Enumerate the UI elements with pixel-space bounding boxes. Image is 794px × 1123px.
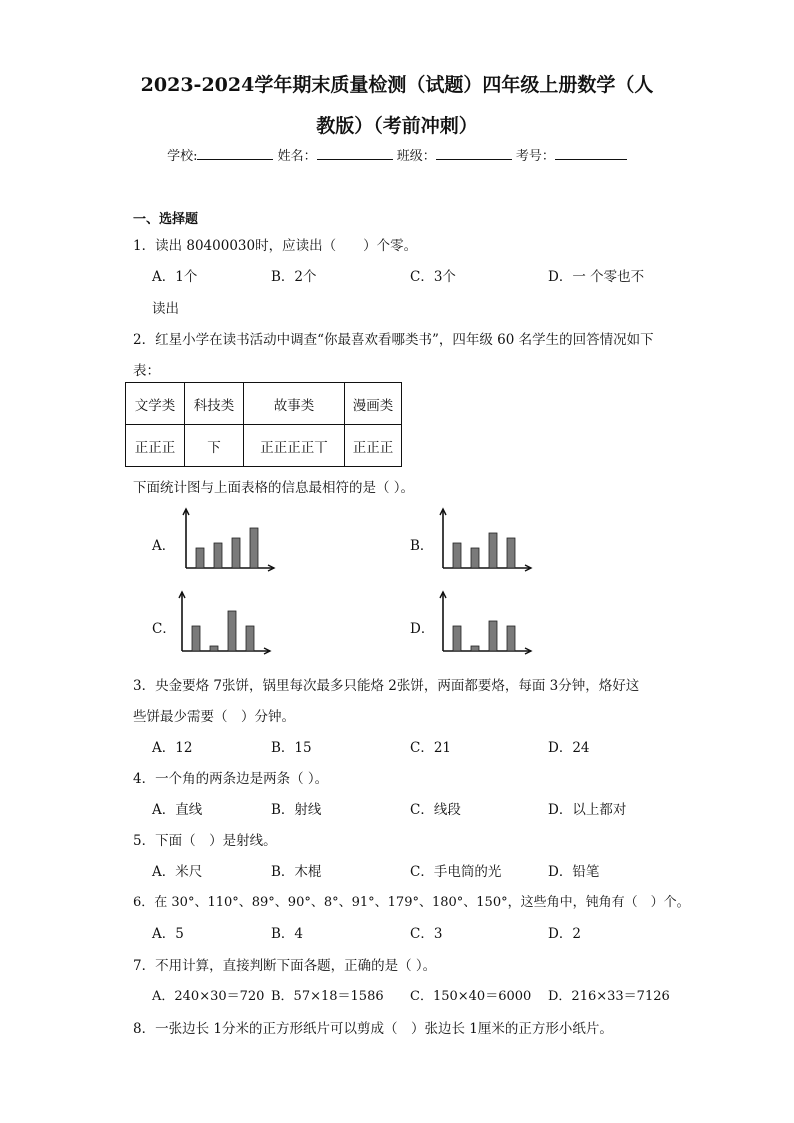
question-7-option-b[interactable]: B．57×18＝1586 (271, 989, 384, 1004)
bar (246, 626, 254, 651)
table-header-cell: 科技类 (185, 383, 244, 425)
question-1-option-d[interactable]: D．一 个零也不 (548, 269, 645, 285)
table-row (126, 425, 402, 467)
table-header-cell: 故事类 (244, 383, 345, 425)
class-label: 班级： (396, 149, 436, 164)
question-2-option-d[interactable]: D． (410, 621, 435, 637)
bar (210, 646, 218, 651)
bar (214, 543, 222, 568)
number-field[interactable] (555, 145, 627, 160)
bar (228, 611, 236, 651)
question-6-option-d[interactable]: D．2 (548, 926, 581, 942)
bar (250, 528, 258, 568)
name-field[interactable] (317, 145, 393, 160)
question-1-option-d-wrap: 读出 (152, 301, 179, 317)
bar (471, 548, 479, 568)
name-label: 姓名： (277, 149, 317, 164)
table-row (126, 383, 402, 425)
tally-table (125, 382, 402, 467)
table-header-cell: 文学类 (126, 383, 185, 425)
question-2-option-a[interactable]: A． (152, 538, 176, 554)
question-3-stem-line2: 些饼最少需要（ ）分钟。 (133, 709, 295, 725)
question-3-option-b[interactable]: B．15 (271, 740, 312, 756)
question-6-option-c[interactable]: C．3 (410, 926, 443, 942)
question-3-option-c[interactable]: C．21 (410, 740, 452, 756)
question-5-option-c[interactable]: C．手电筒的光 (410, 864, 502, 880)
question-4-option-b[interactable]: B．射线 (271, 802, 322, 818)
section-title: 一、选择题 (133, 212, 199, 227)
number-label: 考号： (515, 149, 555, 164)
table-cell: 正正正 (126, 425, 185, 467)
question-3-option-d[interactable]: D．24 (548, 740, 590, 756)
question-3-option-a[interactable]: A．12 (152, 740, 193, 756)
question-2-stem-line1: 2．红星小学在读书活动中调查“你最喜欢看哪类书”，四年级 60 名学生的回答情况如下 (133, 332, 654, 348)
question-6-option-b[interactable]: B．4 (271, 926, 304, 942)
class-field[interactable] (436, 145, 512, 160)
bar (489, 533, 497, 568)
question-1-option-c[interactable]: C．3个 (410, 269, 456, 285)
bar (196, 548, 204, 568)
question-4-option-a[interactable]: A．直线 (152, 802, 203, 818)
question-6-stem: 6．在 30°、110°、89°、90°、8°、91°、179°、180°、150°，这些角中，钝角有（ ）个。 (133, 895, 690, 910)
question-2-stem-line2: 表： (133, 363, 160, 379)
bar (453, 543, 461, 568)
bar (453, 626, 461, 651)
page-title-line2: 教版）（考前冲刺） (316, 115, 478, 137)
bar (192, 626, 200, 651)
student-info-line (0, 145, 794, 164)
question-4-option-c[interactable]: C．线段 (410, 802, 461, 818)
bar-chart-d (437, 588, 535, 658)
question-3-stem-line1: 3．央金要烙 7张饼，锅里每次最多只能烙 2张饼，两面都要烙，每面 3分钟，烙好这 (133, 678, 640, 694)
question-7-option-c[interactable]: C．150×40＝6000 (410, 989, 532, 1004)
table-cell: 下 (185, 425, 244, 467)
bar (471, 646, 479, 651)
question-4-option-d[interactable]: D．以上都对 (548, 802, 627, 818)
table-header-cell: 漫画类 (345, 383, 402, 425)
question-6-option-a[interactable]: A．5 (152, 926, 184, 942)
bar-chart-c (176, 588, 274, 658)
bar (507, 626, 515, 651)
bar (232, 538, 240, 568)
bar (507, 538, 515, 568)
question-2-option-b[interactable]: B． (410, 538, 434, 554)
question-5-option-a[interactable]: A．米尺 (152, 864, 203, 880)
question-7-stem: 7．不用计算，直接判断下面各题，正确的是（ ）。 (133, 958, 437, 974)
question-4-stem: 4．一个角的两条边是两条（ ）。 (133, 771, 329, 787)
page-title-line1: 2023-2024学年期末质量检测（试题）四年级上册数学（人 (140, 74, 654, 96)
bar (489, 621, 497, 651)
school-label: 学校: (167, 149, 198, 164)
question-8-stem: 8．一张边长 1分米的正方形纸片可以剪成（ ）张边长 1厘米的正方形小纸片。 (133, 1021, 613, 1037)
bar-chart-b (437, 505, 535, 575)
question-5-option-d[interactable]: D．铅笔 (548, 864, 600, 880)
question-5-option-b[interactable]: B．木棍 (271, 864, 322, 880)
question-2-after: 下面统计图与上面表格的信息最相符的是（ ）。 (133, 480, 415, 496)
question-1-option-b[interactable]: B．2个 (271, 269, 317, 285)
school-field[interactable] (197, 145, 273, 160)
bar-chart-a (180, 505, 278, 575)
question-2-option-c[interactable]: C． (152, 621, 176, 637)
question-1-option-a[interactable]: A．1个 (152, 269, 198, 285)
table-cell: 正正正正丅 (244, 425, 345, 467)
table-cell: 正正正 (345, 425, 402, 467)
question-1-stem: 1．读出 80400030时，应读出（ ）个零。 (133, 238, 418, 254)
question-5-stem: 5．下面（ ）是射线。 (133, 833, 277, 849)
question-7-option-d[interactable]: D．216×33＝7126 (548, 989, 670, 1004)
question-7-option-a[interactable]: A．240×30＝720 (152, 989, 265, 1004)
